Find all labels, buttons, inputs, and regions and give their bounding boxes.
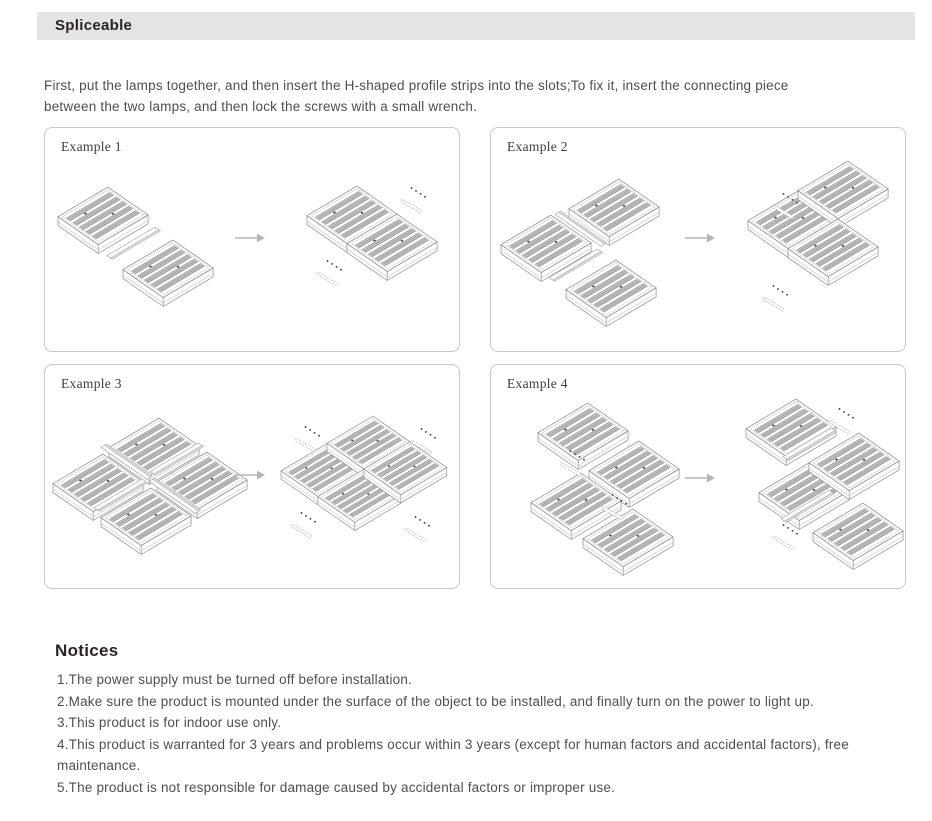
arrow-right-icon	[685, 234, 715, 243]
example-3-diagram	[45, 365, 459, 588]
notice-item-2: 2.Make sure the product is mounted under the surface of the object to be installed, and finally turn on the power to light up.	[57, 693, 814, 709]
notice-item-1: 1.The power supply must be turned off before installation.	[57, 672, 413, 687]
assembled-grid	[281, 416, 447, 531]
notices-section	[55, 641, 932, 799]
example-4-label: Example 4	[507, 376, 568, 391]
connector-note-icon	[773, 524, 798, 550]
example-1-box	[44, 127, 460, 352]
example-1-diagram	[45, 128, 459, 351]
example-3-box	[44, 364, 460, 589]
arrow-right-icon	[235, 234, 265, 243]
lamp-panel	[123, 240, 213, 306]
notice-item-5: 5.The product is not responsible for damage caused by accidental factors or improper use.	[57, 779, 616, 795]
connector-note-icon	[763, 285, 788, 311]
connector-note-icon	[317, 260, 342, 286]
connector-note-icon	[401, 187, 426, 213]
notice-item-4-continued: maintenance.	[57, 758, 141, 774]
example-2-diagram	[491, 128, 905, 351]
intro-line-1: First, put the lamps together, and then insert the H-shaped profile strips into the slots;To fix it, insert the connecting piece	[44, 77, 789, 93]
notice-item-3: 3.This product is for indoor use only.	[57, 715, 282, 731]
intro-line-2: between the two lamps, and then lock the screws with a small wrench.	[44, 98, 478, 114]
example-4-box	[490, 364, 906, 589]
example-1-label: Example 1	[61, 139, 122, 154]
section-title: Spliceable	[55, 17, 133, 34]
section-header-bar	[37, 12, 915, 40]
example-3-label: Example 3	[61, 376, 122, 391]
notices-heading: Notices	[55, 641, 119, 660]
arrow-right-icon	[685, 474, 715, 483]
example-4-diagram	[491, 365, 905, 588]
connector-note-icon	[291, 512, 316, 538]
notice-item-4: 4.This product is warranted for 3 years and problems occur within 3 years (except for human factors and accidental factors), free	[57, 736, 849, 752]
example-2-label: Example 2	[507, 139, 568, 154]
intro-paragraph	[44, 75, 924, 117]
lamp-panel	[569, 179, 659, 245]
lamp-panel	[566, 260, 656, 326]
connector-note-icon	[405, 516, 430, 542]
connector-note-icon	[295, 426, 320, 452]
example-2-box	[490, 127, 906, 352]
